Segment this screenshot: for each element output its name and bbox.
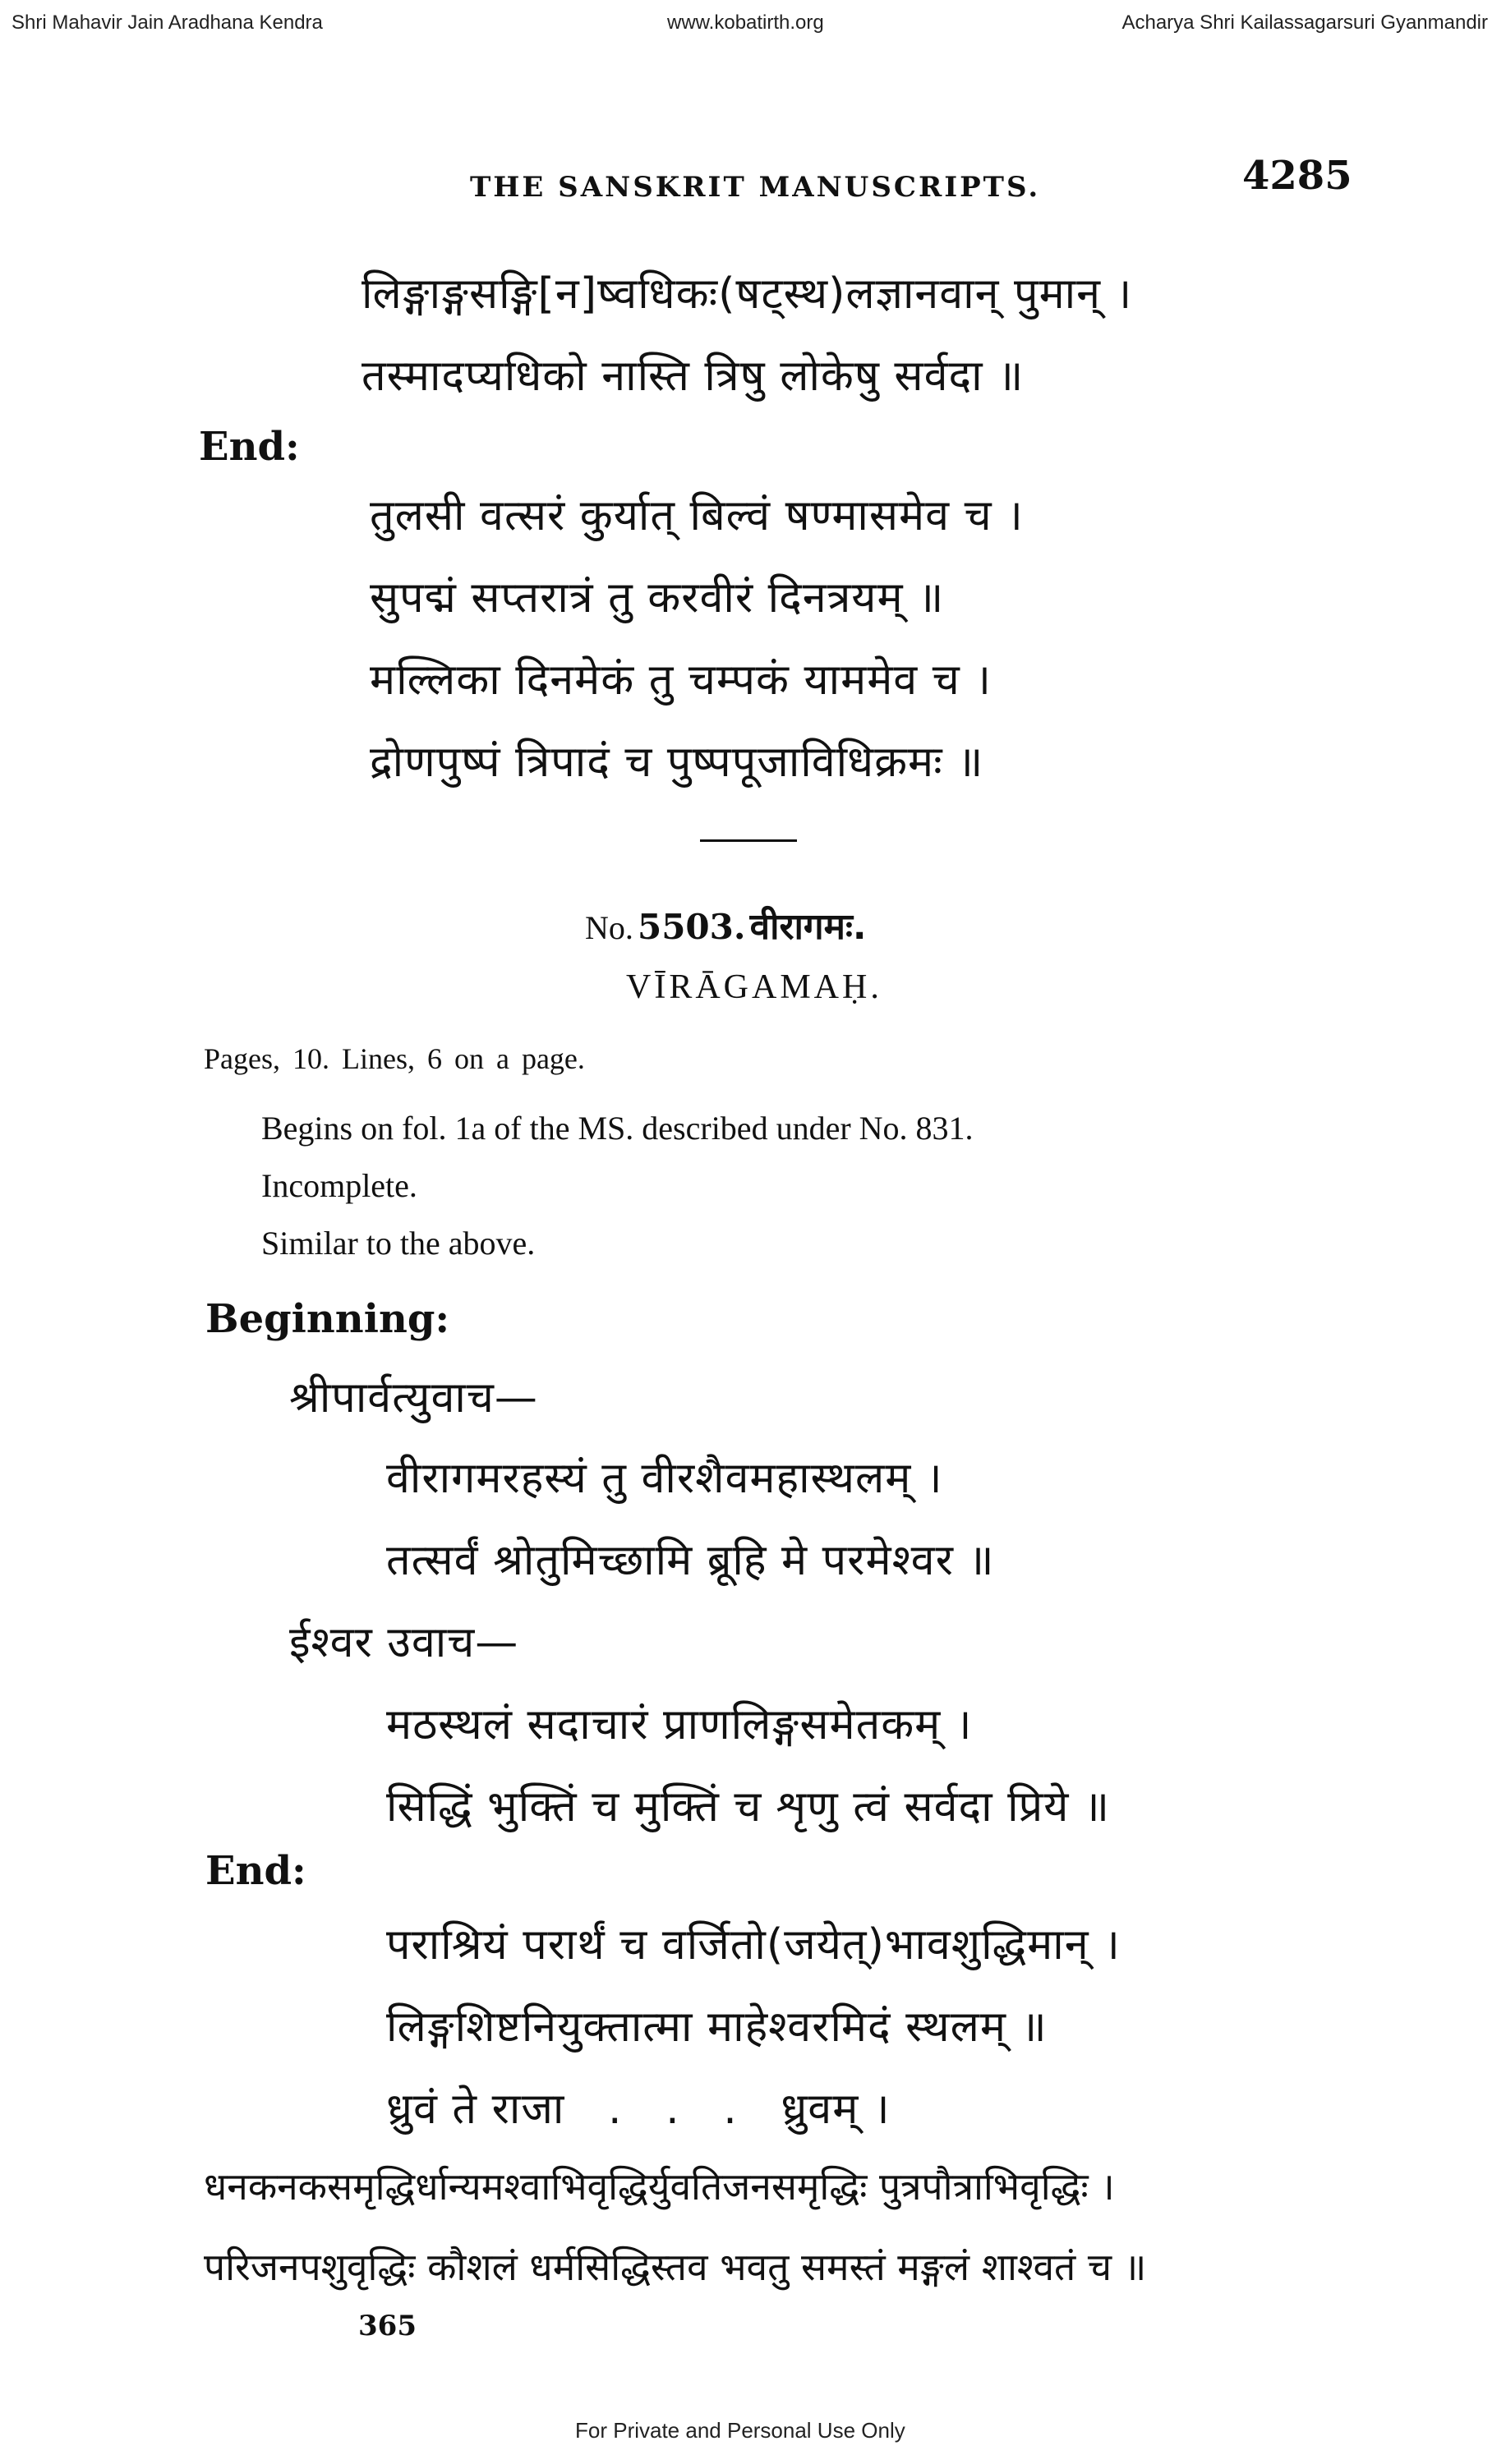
beginning-verse-2-line-1: मठस्थलं सदाचारं प्राणलिङ्गसमेतकम् ।: [386, 1700, 973, 1749]
beginning-speaker-1: श्रीपार्वत्युवाच—: [289, 1373, 538, 1423]
entry-heading: [585, 900, 867, 949]
entry-number: 5503.: [637, 907, 746, 947]
closing-prose-line-1: धनकनकसमृद्धिर्धान्यमश्वाभिवृद्धिर्युवतिजनसमृद्धिः पुत्रपौत्राभिवृद्धिः ।: [204, 2164, 1115, 2209]
end-verse-1-line-2: सुपद्मं सप्तरात्रं तु करवीरं दिनत्रयम् ॥: [370, 573, 945, 623]
end-verse-2-line-1: पराश्रियं परार्थं च वर्जितो(जयेत्)भावशुद्धिमान् ।: [386, 1920, 1121, 1970]
end-verse-2-line-2: लिङ्गशिष्टनियुक्तात्मा माहेश्वरमिदं स्थलम् ॥: [386, 2002, 1048, 2052]
end-verse-2-line-3: ध्रुवं ते राजा . . . ध्रुवम् ।: [386, 2085, 891, 2134]
signature-mark: 365: [358, 2310, 417, 2342]
pages-lines-info: Pages, 10. Lines, 6 on a page.: [204, 1042, 585, 1075]
beginning-label: Beginning:: [205, 1296, 450, 1342]
source-header-left: Shri Mahavir Jain Aradhana Kendra: [12, 11, 323, 34]
top-verse-line-1: लिङ्गाङ्गसङ्गि[न]ष्वधिकः(षट्स्थ)लज्ञानवान् पुमान् ।: [362, 269, 1133, 319]
beginning-verse-1-line-2: तत्सर्वं श्रोतुमिच्छामि ब्रूहि मे परमेश्वर ॥: [386, 1536, 995, 1585]
note-incomplete: Incomplete.: [261, 1167, 417, 1204]
end-label-1: End:: [199, 424, 300, 470]
note-begins: Begins on fol. 1a of the MS. described under No. 831.: [261, 1110, 974, 1147]
page-number: 4285: [1242, 153, 1352, 199]
entry-title-roman: VĪRĀGAMAḤ.: [626, 968, 882, 1006]
beginning-verse-1-line-1: वीरागमरहस्यं तु वीरशैवमहास्थलम् ।: [386, 1454, 943, 1503]
section-divider: [700, 839, 797, 842]
footer-notice: For Private and Personal Use Only: [575, 2418, 905, 2443]
end-verse-1-line-3: मल्लिका दिनमेकं तु चम्पकं याममेव च ।: [370, 655, 992, 705]
note-similar: Similar to the above.: [261, 1225, 536, 1262]
source-header-right: Acharya Shri Kailassagarsuri Gyanmandir: [1121, 11, 1488, 34]
closing-prose-line-2: परिजनपशुवृद्धिः कौशलं धर्मसिद्धिस्तव भवतु समस्तं मङ्गलं शाश्वतं च ॥: [204, 2245, 1147, 2289]
beginning-verse-2-line-2: सिद्धिं भुक्तिं च मुक्तिं च शृणु त्वं सर्वदा प्रिये ॥: [386, 1782, 1111, 1832]
top-verse-line-2: तस्मादप्यधिको नास्ति त्रिषु लोकेषु सर्वदा ॥: [362, 352, 1025, 401]
entry-number-prefix: No.: [585, 909, 633, 946]
running-title: THE SANSKRIT MANUSCRIPTS.: [470, 171, 1041, 204]
end-label-2: End:: [205, 1848, 306, 1894]
end-verse-1-line-4: द्रोणपुष्पं त्रिपादं च पुष्पपूजाविधिक्रमः ॥: [370, 738, 984, 787]
beginning-speaker-2: ईश्वर उवाच—: [289, 1618, 519, 1667]
entry-title-devanagari: वीरागमः.: [749, 906, 867, 948]
end-verse-1-line-1: तुलसी वत्सरं कुर्यात् बिल्वं षण्मासमेव च ।: [370, 491, 1024, 540]
source-header-center: www.kobatirth.org: [667, 11, 824, 34]
